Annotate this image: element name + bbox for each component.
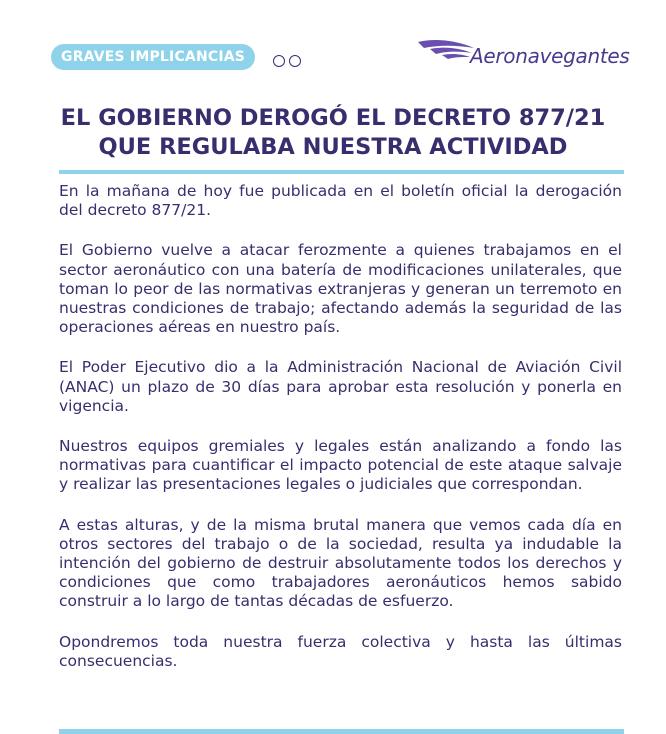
brand-logo bbox=[416, 36, 636, 74]
dot-icon bbox=[289, 55, 301, 67]
paragraph: Nuestros equipos gremiales y legales están analizando a fondo las normativas para cuantificar el impacto potencial de este ataque salvaje y realizar las presentaciones legales o judiciales que correspondan. bbox=[59, 437, 622, 494]
divider-bottom bbox=[59, 729, 624, 734]
paragraph: El Gobierno vuelve a atacar ferozmente a quienes trabajamos en el sector aeronáutico con una batería de modificaciones unilaterales, que toman lo peor de las normativas extranjeras y generan un terremoto en nuestras condiciones de trabajo; afectando además la seguridad de las operaciones aéreas en nuestro país. bbox=[59, 241, 622, 337]
pagination-dots bbox=[273, 52, 305, 66]
paragraph: En la mañana de hoy fue publicada en el boletín oficial la derogación del decreto 877/21. bbox=[59, 182, 622, 220]
title-line-1: EL GOBIERNO DEROGÓ EL DECRETO 877/21 bbox=[60, 105, 606, 131]
page-title bbox=[40, 104, 626, 162]
category-badge: GRAVES IMPLICANCIAS bbox=[51, 44, 255, 70]
top-bar bbox=[51, 42, 636, 76]
dot-icon bbox=[273, 55, 285, 67]
wing-logo-icon bbox=[416, 36, 476, 66]
brand-name: Aeronavegantes bbox=[470, 44, 630, 68]
article-body bbox=[59, 182, 622, 692]
title-line-2: QUE REGULABA NUESTRA ACTIVIDAD bbox=[98, 134, 568, 160]
paragraph: El Poder Ejecutivo dio a la Administración Nacional de Aviación Civil (ANAC) un plazo de 30 días para aprobar esta resolución y ponerla en vigencia. bbox=[59, 358, 622, 415]
divider-top bbox=[59, 170, 624, 174]
paragraph: A estas alturas, y de la misma brutal manera que vemos cada día en otros sectores del trabajo o de la sociedad, resulta ya indudable la intención del gobierno de destruir absolutamente todos los derechos y condiciones que como trabajadores aeronáuticos hemos sabido construir a lo largo de tantas décadas de esfuerzo. bbox=[59, 515, 622, 611]
paragraph: Opondremos toda nuestra fuerza colectiva y hasta las últimas consecuencias. bbox=[59, 632, 622, 670]
